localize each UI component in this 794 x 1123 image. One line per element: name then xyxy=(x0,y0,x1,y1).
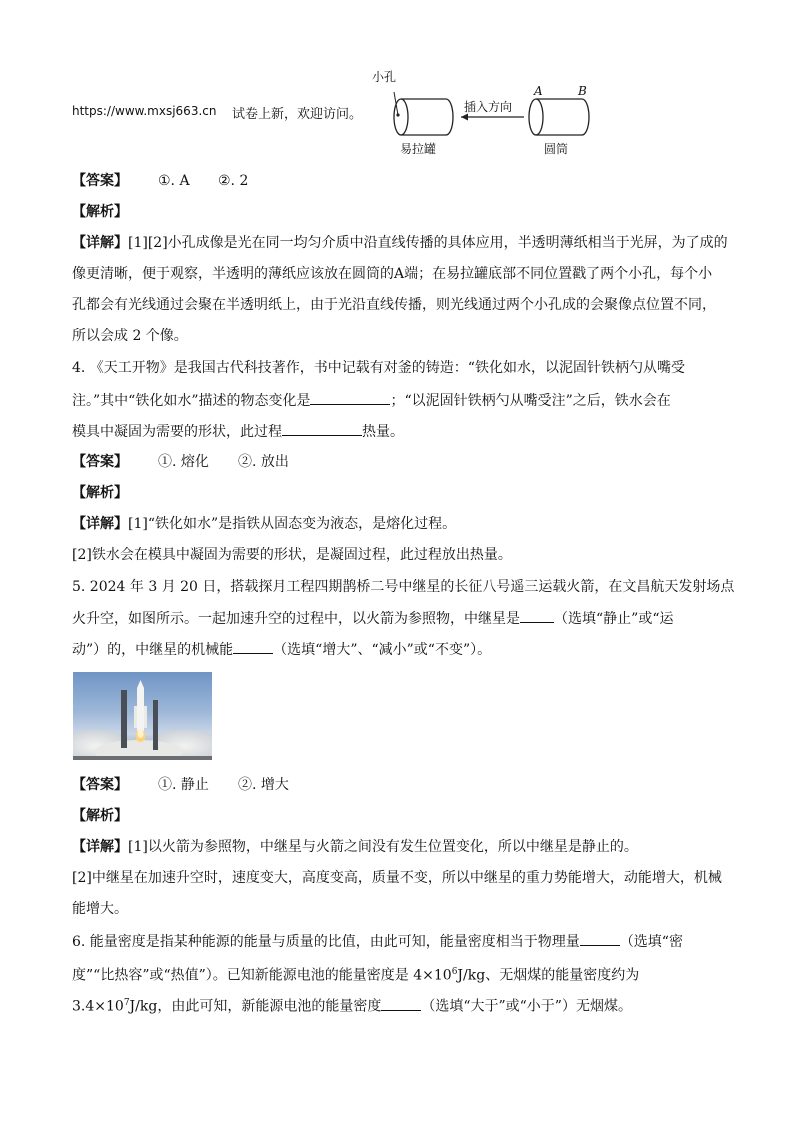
q6-line3-a: 3.4×10 xyxy=(72,998,124,1015)
q6-line3-sup: 7 xyxy=(123,998,130,1008)
label-a: A xyxy=(534,84,543,98)
q3-detail-line3: 孔都会有光线通过会聚在半透明纸上，由于光沿直线传播，则光线通过两个小孔成的会聚像点位置不同， xyxy=(72,297,716,313)
q3-detail-header: 【详解】 xyxy=(72,235,128,251)
q4-line3-a: 模具中凝固为需要的形状，此过程 xyxy=(72,424,282,440)
header-url[interactable]: https://www.mxsj663.cn xyxy=(72,104,217,118)
q5-detail-text1: [1]以火箭为参照物，中继星与火箭之间没有发生位置变化，所以中继星是静止的。 xyxy=(128,839,638,855)
q4-answer-header: 【答案】 xyxy=(72,454,128,470)
q5-line3 xyxy=(72,639,491,660)
q6-line1 xyxy=(72,931,683,952)
q5-analysis-header: 【解析】 xyxy=(72,808,128,824)
q3-detail-line1 xyxy=(72,233,728,253)
figure-pinhole-camera xyxy=(360,62,620,162)
label-b: B xyxy=(578,84,587,98)
q4-line3-b: 热量。 xyxy=(362,424,404,440)
q4-answer-1: ①. 熔化 xyxy=(158,454,209,470)
label-tube: 圆筒 xyxy=(544,142,569,156)
q5-line3-b: （选填“增大”、“减小”或“不变”）。 xyxy=(273,642,492,658)
q3-answer-2: ②. 2 xyxy=(218,173,249,189)
q4-line2 xyxy=(72,390,671,411)
q6-line2-sup: 6 xyxy=(451,967,458,977)
q4-line3 xyxy=(72,421,404,442)
q5-line2-a: 火升空，如图所示。一起加速升空的过程中，以火箭为参照物，中继星是 xyxy=(72,611,520,627)
q6-blank-1[interactable] xyxy=(580,931,620,946)
q6-line2 xyxy=(72,962,639,986)
q4-line2-a: 注。”其中“铁化如水”描述的物态变化是 xyxy=(72,393,311,409)
q3-detail-line2: 像更清晰，便于观察，半透明的薄纸应该放在圆筒的A端；在易拉罐底部不同位置戳了两个小孔，每个小 xyxy=(72,266,713,282)
q6-line3-c: （选填“大于”或“小于”）无烟煤。 xyxy=(421,998,632,1015)
q5-line2-b: （选填“静止”或“运 xyxy=(554,611,674,627)
q4-blank-2[interactable] xyxy=(282,421,362,436)
q5-line3-a: 动”）的，中继星的机械能 xyxy=(72,642,234,658)
label-hole: 小孔 xyxy=(372,70,397,84)
q5-blank-2[interactable] xyxy=(233,639,273,654)
label-insert-direction: 插入方向 xyxy=(464,100,513,114)
q3-detail-text1: [1][2]小孔成像是光在同一均匀介质中沿直线传播的具体应用，半透明薄纸相当于光屏，为了成的 xyxy=(128,235,728,251)
q5-line2 xyxy=(72,608,673,629)
q5-answer-1: ①. 静止 xyxy=(158,777,209,793)
q5-line1: 5. 2024 年 3 月 20 日，搭载探月工程四期鹊桥二号中继星的长征八号遥三运载火箭，在文昌航天发射场点 xyxy=(72,579,735,595)
header-notice: 试卷上新，欢迎访问。 xyxy=(232,107,363,122)
q6-line1-b: （选填“密 xyxy=(619,934,683,950)
q4-blank-1[interactable] xyxy=(310,390,390,405)
q6-line2-a: 度”“比热容”或“热值”）。已知新能源电池的能量密度是 4×10 xyxy=(72,967,452,984)
q6-line1-a: 6. 能量密度是指某种能源的能量与质量的比值，由此可知，能量密度相当于物理量 xyxy=(72,934,580,950)
q4-detail-text1: [1]“铁化如水”是指铁从固态变为液态，是熔化过程。 xyxy=(128,516,457,532)
q5-answer-header: 【答案】 xyxy=(72,777,128,793)
q6-line3-b: J/kg，由此可知，新能源电池的能量密度 xyxy=(129,998,382,1015)
q5-blank-1[interactable] xyxy=(520,608,554,623)
q3-analysis-header: 【解析】 xyxy=(72,204,128,220)
q4-detail-line2: [2]铁水会在模具中凝固为需要的形状，是凝固过程，此过程放出热量。 xyxy=(72,547,512,563)
q6-blank-2[interactable] xyxy=(381,996,421,1011)
q4-detail-line1 xyxy=(72,514,456,534)
q5-detail-line1 xyxy=(72,837,638,857)
q4-line1: 4. 《天工开物》是我国古代科技著作，书中记载有对釜的铸造：“铁化如水，以泥固针铁柄勺从嘴受 xyxy=(72,360,685,376)
q4-answer-2: ②. 放出 xyxy=(238,454,289,470)
q4-line2-b: ；“以泥固针铁柄勺从嘴受注”之后，铁水会在 xyxy=(390,393,671,409)
q4-detail-header: 【详解】 xyxy=(72,516,128,532)
q3-answer-1: ①. A xyxy=(158,173,190,189)
q5-detail-header: 【详解】 xyxy=(72,839,128,855)
q6-line2-b: J/kg、无烟煤的能量密度约为 xyxy=(457,967,640,984)
q6-line3 xyxy=(72,993,632,1017)
label-can: 易拉罐 xyxy=(400,142,437,156)
q3-detail-line4: 所以会成 2 个像。 xyxy=(72,328,188,344)
q5-answer-2: ②. 增大 xyxy=(238,777,289,793)
q5-detail-line2: [2]中继星在加速升空时，速度变大，高度变高，质量不变，所以中继星的重力势能增大，动能增大，机械 xyxy=(72,870,722,886)
q3-answer-header: 【答案】 xyxy=(72,173,128,189)
q5-detail-line3: 能增大。 xyxy=(72,901,128,917)
q4-analysis-header: 【解析】 xyxy=(72,485,128,501)
rocket-launch-photo xyxy=(73,672,212,760)
rocket-launch-illustration xyxy=(73,672,212,760)
